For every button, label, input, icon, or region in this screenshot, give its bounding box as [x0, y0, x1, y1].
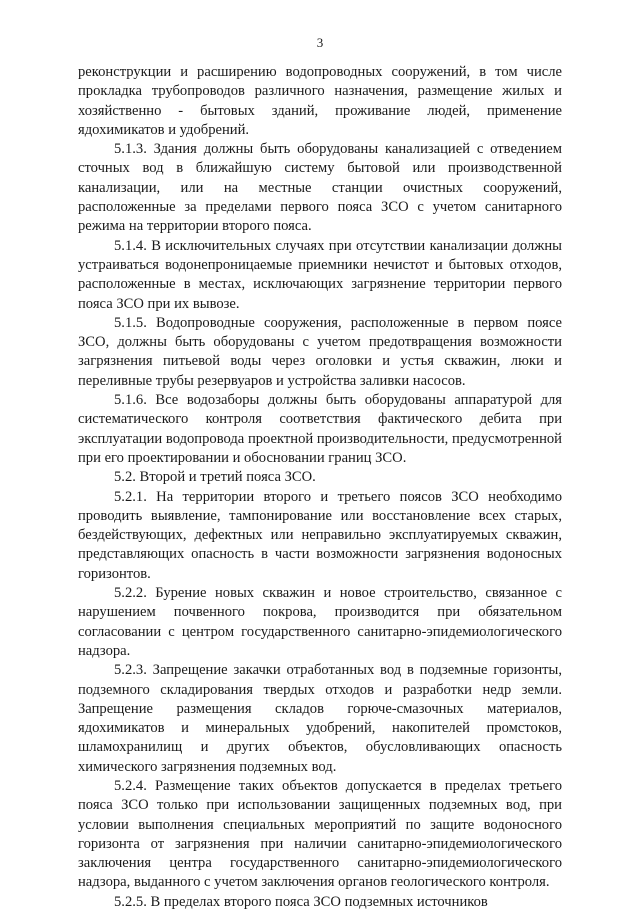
paragraph-5-1-4: 5.1.4. В исключительных случаях при отсутствии канализации должны устраиваться водонепроницаемые приемники нечистот и бытовых отходов, расположенные в местах, исключающих загрязнение территории первого пояса ЗСО при их вывозе. [78, 237, 562, 312]
paragraph-5-2-2: 5.2.2. Бурение новых скважин и новое строительство, связанное с нарушением почвенного покрова, производится при обязательном согласовании с центром государственного санитарно-эпидемиологического надзора. [78, 585, 562, 659]
paragraph-5-2-3: 5.2.3. Запрещение закачки отработанных вод в подземные горизонты, подземного складирования твердых отходов и разработки недр земли. Запрещение размещения складов горюче-смазочных материалов, ядохимикатов и минеральных удобрений, накопителей промстоков, шламохранилищ и других объектов, обусловливающих опасность химического загрязнения подземных вод. [78, 662, 562, 775]
paragraph-5-2-4: 5.2.4. Размещение таких объектов допускается в пределах третьего пояса ЗСО только при использовании защищенных подземных вод, при условии выполнения специальных мероприятий по защите водоносного горизонта от загрязнения при наличии санитарно-эпидемиологического заключения центра государственного санитарно-эпидемиологического надзора, выданного с учетом заключения органов геологического контроля. [78, 777, 562, 891]
section-heading-5-2: 5.2. Второй и третий пояса ЗСО. [114, 469, 316, 486]
paragraph-5-2-5: 5.2.5. В пределах второго пояса ЗСО подземных источников [114, 893, 488, 910]
document-body [78, 63, 562, 912]
page-number: 3 [316, 35, 324, 50]
paragraph-5-1-6: 5.1.6. Все водозаборы должны быть оборудованы аппаратурой для систематического контроля соответствия фактического дебита при эксплуатации водопровода проектной производительности, предусмотренной при его проектировании и обосновании границ ЗСО. [78, 392, 562, 466]
paragraph-5-2-1: 5.2.1. На территории второго и третьего поясов ЗСО необходимо проводить выявление, тампонирование или восстановление всех старых, бездействующих, дефектных или неправильно эксплуатируемых скважин, представляющих опасность в части возможности загрязнения водоносных горизонтов. [78, 488, 562, 582]
paragraph-5-1-5: 5.1.5. Водопроводные сооружения, расположенные в первом поясе ЗСО, должны быть оборудованы с учетом предотвращения возможности загрязнения питьевой воды через оголовки и устья скважин, люки и переливные трубы резервуаров и устройства заливки насосов. [78, 314, 562, 389]
paragraph-5-1-3: 5.1.3. Здания должны быть оборудованы канализацией с отведением сточных вод в ближайшую систему бытовой или производственной канализации, или на местные станции очистных сооружений, расположенные за пределами первого пояса ЗСО с учетом санитарного режима на территории второго пояса. [78, 141, 562, 235]
paragraph-continuation: реконструкции и расширению водопроводных сооружений, в том числе прокладка трубопроводов различного назначения, размещение жилых и хозяйственно - бытовых зданий, проживание людей, применение ядохимикатов и удобрений. [78, 64, 562, 138]
